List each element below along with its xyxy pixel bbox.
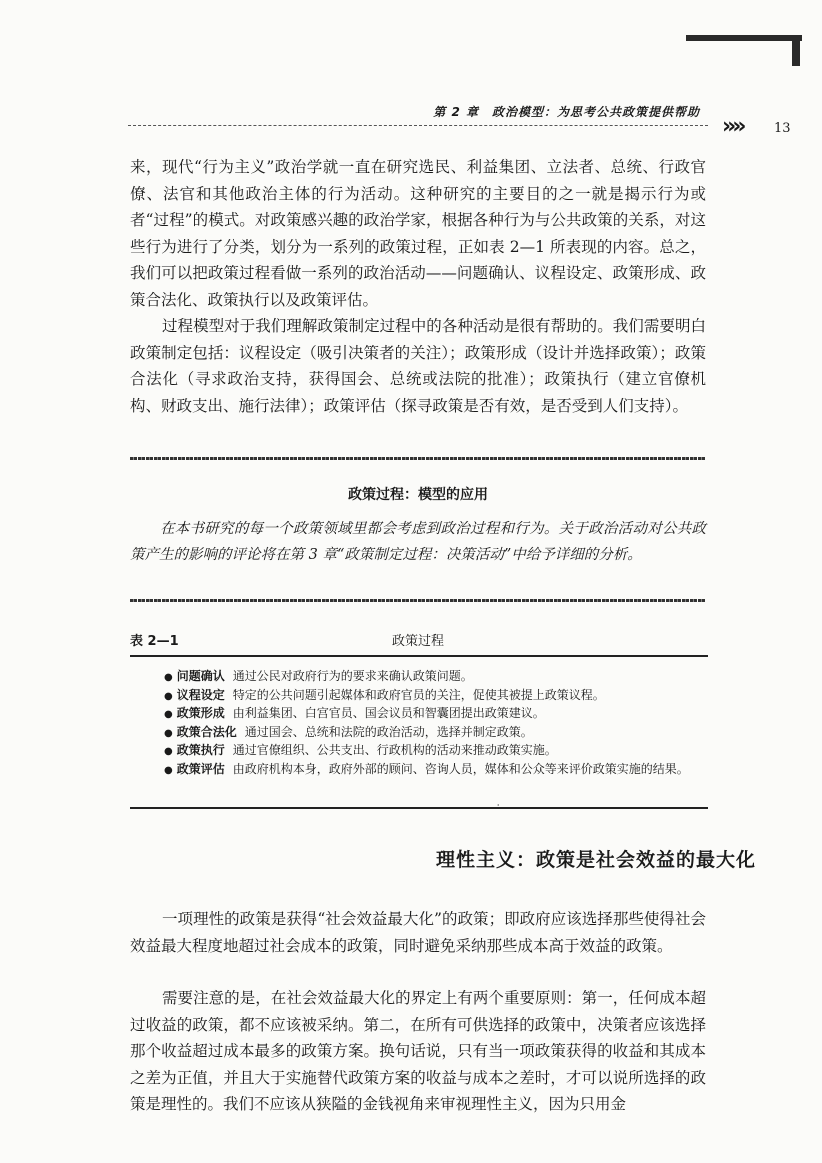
item-desc: 通过国会、总统和法院的政治活动，选择并制定政策。 xyxy=(244,724,533,739)
box-top-rule xyxy=(130,457,706,460)
body-paragraph-2: 过程模型对于我们理解政策制定过程中的各种活动是很有帮助的。我们需要明白政策制定包括：议程设定（吸引决策者的关注）；政策形成（设计并选择政策）；政策合法化（寻求政治支持，获得国会、总统或法院的批准）；政策执行（建立官僚机构、财政支出、施行法律）；政策评估（探寻政策是否有效，是否受到人们支持）。 xyxy=(130,317,706,415)
item-desc: 通过官僚组织、公共支出、行政机构的活动来推动政策实施。 xyxy=(232,743,557,757)
header-rule xyxy=(128,125,708,126)
section-paragraph-2: 需要注意的是，在社会效益最大化的界定上有两个重要原则：第一，任何成本超过收益的政策，都不应该被采纳。第二，在所有可供选择的政策中，决策者应该选择那个收益超过成本最多的政策方案。换句话说，只有当一项政策获得的收益和其成本之差为正值，并且大于实施替代政策方案的收益与成本之差时，才可以说所选择的政策是理性的。我们不应该从狭隘的金钱视角来审视理性主义，因为只用金 xyxy=(130,989,706,1113)
item-term: 政策合法化 xyxy=(176,724,237,739)
list-item xyxy=(130,668,706,687)
item-term: 议程设定 xyxy=(176,687,225,702)
box-text: 在本书研究的每一个政策领域里都会考虑到政治过程和行为。关于政治活动对公共政策产生的影响的评论将在第 3 章“政策制定过程：决策活动”中给予详细的分析。 xyxy=(130,521,706,563)
box-title: 政策过程：模型的应用 xyxy=(348,487,488,503)
list-item xyxy=(130,742,706,761)
running-head: 第 2 章 政治模型：为思考公共政策提供帮助 xyxy=(433,105,700,119)
process-list xyxy=(130,668,706,779)
bullet-icon: ● xyxy=(164,764,173,776)
item-term: 政策评估 xyxy=(176,761,225,776)
list-item xyxy=(130,687,706,706)
list-item xyxy=(130,724,706,743)
item-desc: 特定的公共问题引起媒体和政府官员的关注，促使其被提上政策议程。 xyxy=(232,687,605,702)
chevron-right-icon: »» xyxy=(722,114,743,139)
bullet-icon: ● xyxy=(164,690,173,702)
table-top-rule xyxy=(130,655,708,657)
corner-decoration-tab xyxy=(792,38,800,66)
item-desc: 由政府机构本身，政府外部的顾问、咨询人员，媒体和公众等来评价政策实施的结果。 xyxy=(232,761,689,776)
corner-decoration xyxy=(686,35,802,41)
item-term: 政策形成 xyxy=(176,706,225,720)
bullet-icon: ● xyxy=(164,727,173,739)
table-bottom-rule xyxy=(130,807,708,809)
bullet-icon: ● xyxy=(164,672,173,683)
item-term: 政策执行 xyxy=(176,743,225,757)
list-item xyxy=(130,705,706,724)
bullet-icon: ● xyxy=(164,709,173,720)
list-item xyxy=(130,761,706,780)
page-number: 13 xyxy=(774,121,791,136)
item-term: 问题确认 xyxy=(176,669,225,683)
box-bottom-rule xyxy=(130,599,706,602)
body-paragraph-1: 来，现代“行为主义”政治学就一直在研究选民、利益集团、立法者、总统、行政官僚、法官和其他政治主体的行为活动。这种研究的主要目的之一就是揭示行为或者“过程”的模式。对政策感兴趣的政治学家，根据各种行为与公共政策的关系，对这些行为进行了分类，划分为一系列的政策过程，正如表 2—1 所表现的内容。总之，我们可以把政策过程看做一系列的政治活动——问题确认、议程设定、政策形成、政策合法化、政策执行以及政策评估。 xyxy=(130,158,706,309)
item-desc: 通过公民对政府行为的要求来确认政策问题。 xyxy=(232,669,473,683)
item-desc: 由利益集团、白宫官员、国会议员和智囊团提出政策建议。 xyxy=(232,706,545,720)
table-label: 表 2—1 xyxy=(130,634,179,649)
table-title: 政策过程 xyxy=(391,634,444,649)
section-paragraph-1: 一项理性的政策是获得“社会效益最大化”的政策；即政府应该选择那些使得社会效益最大程度地超过社会成本的政策，同时避免采纳那些成本高于效益的政策。 xyxy=(130,910,706,955)
section-heading: 理性主义：政策是社会效益的最大化 xyxy=(435,849,756,871)
bullet-icon: ● xyxy=(164,746,173,757)
scan-mark: ˌ xyxy=(497,798,500,807)
